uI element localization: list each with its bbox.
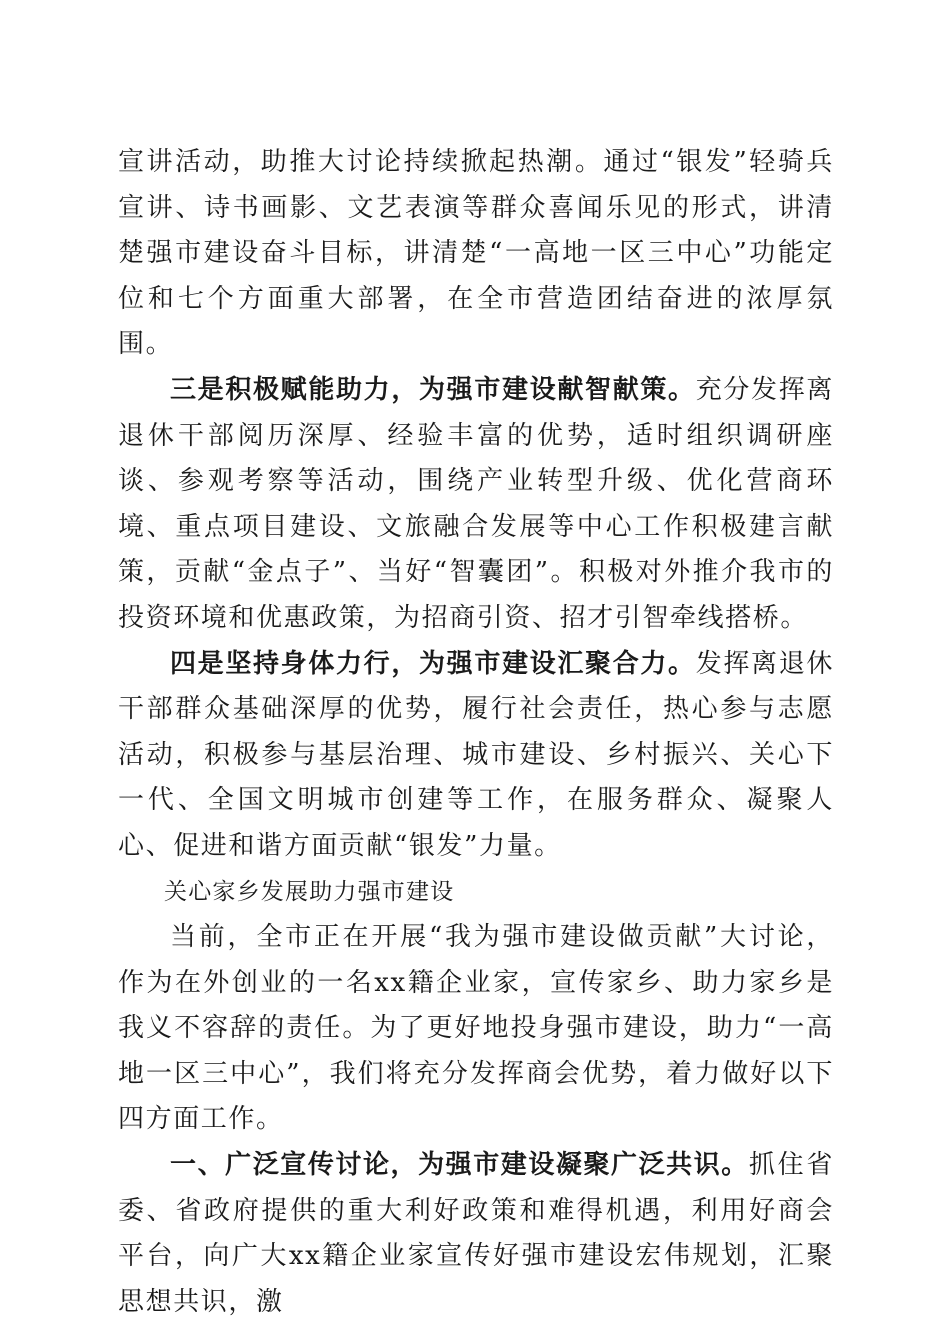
paragraph-fourth-point bbox=[118, 642, 834, 870]
paragraph-first-point bbox=[118, 1143, 834, 1325]
paragraph-text: 发挥离退休干部群众基础深厚的优势，履行社会责任，热心参与志愿活动，积极参与基层治理、城市建设、乡村振兴、关心下一代、全国文明城市创建等工作，在服务群众、凝聚人心、促进和谐方面贡献“银发”力量。 bbox=[118, 648, 834, 861]
paragraph-intro bbox=[118, 915, 834, 1143]
paragraph-text: 抓住省委、省政府提供的重大利好政策和难得机遇，利用好商会平台，向广大xx籍企业家宣传好强市建设宏伟规划，汇聚思想共识，激 bbox=[118, 1150, 834, 1317]
paragraph-promotion-activities bbox=[118, 140, 834, 368]
paragraph-text: 宣讲活动，助推大讨论持续掀起热潮。通过“银发”轻骑兵宣讲、诗书画影、文艺表演等群众喜闻乐见的形式，讲清楚强市建设奋斗目标，讲清楚“一高地一区三中心”功能定位和七个方面重大部署，在全市营造团结奋进的浓厚氛围。 bbox=[118, 147, 834, 360]
paragraph-text: 当前，全市正在开展“我为强市建设做贡献”大讨论，作为在外创业的一名xx籍企业家，宣传家乡、助力家乡是我义不容辞的责任。为了更好地投身强市建设，助力“一高地一区三中心”，我们将充分发挥商会优势，着力做好以下四方面工作。 bbox=[118, 922, 834, 1135]
paragraph-lead: 一、广泛宣传讨论，为强市建设凝聚广泛共识。 bbox=[170, 1150, 749, 1181]
document-body bbox=[118, 140, 834, 1325]
section-subtitle: 关心家乡发展助力强市建设 bbox=[164, 878, 455, 905]
paragraph-lead: 三是积极赋能助力，为强市建设献智献策。 bbox=[170, 374, 696, 405]
paragraph-lead: 四是坚持身体力行，为强市建设汇聚合力。 bbox=[170, 648, 696, 679]
paragraph-third-point bbox=[118, 368, 834, 642]
paragraph-text: 充分发挥离退休干部阅历深厚、经验丰富的优势，适时组织调研座谈、参观考察等活动，围绕产业转型升级、优化营商环境、重点项目建设、文旅融合发展等中心工作积极建言献策，贡献“金点子”、当好“智囊团”。积极对外推介我市的投资环境和优惠政策，为招商引资、招才引智牵线搭桥。 bbox=[118, 374, 834, 633]
